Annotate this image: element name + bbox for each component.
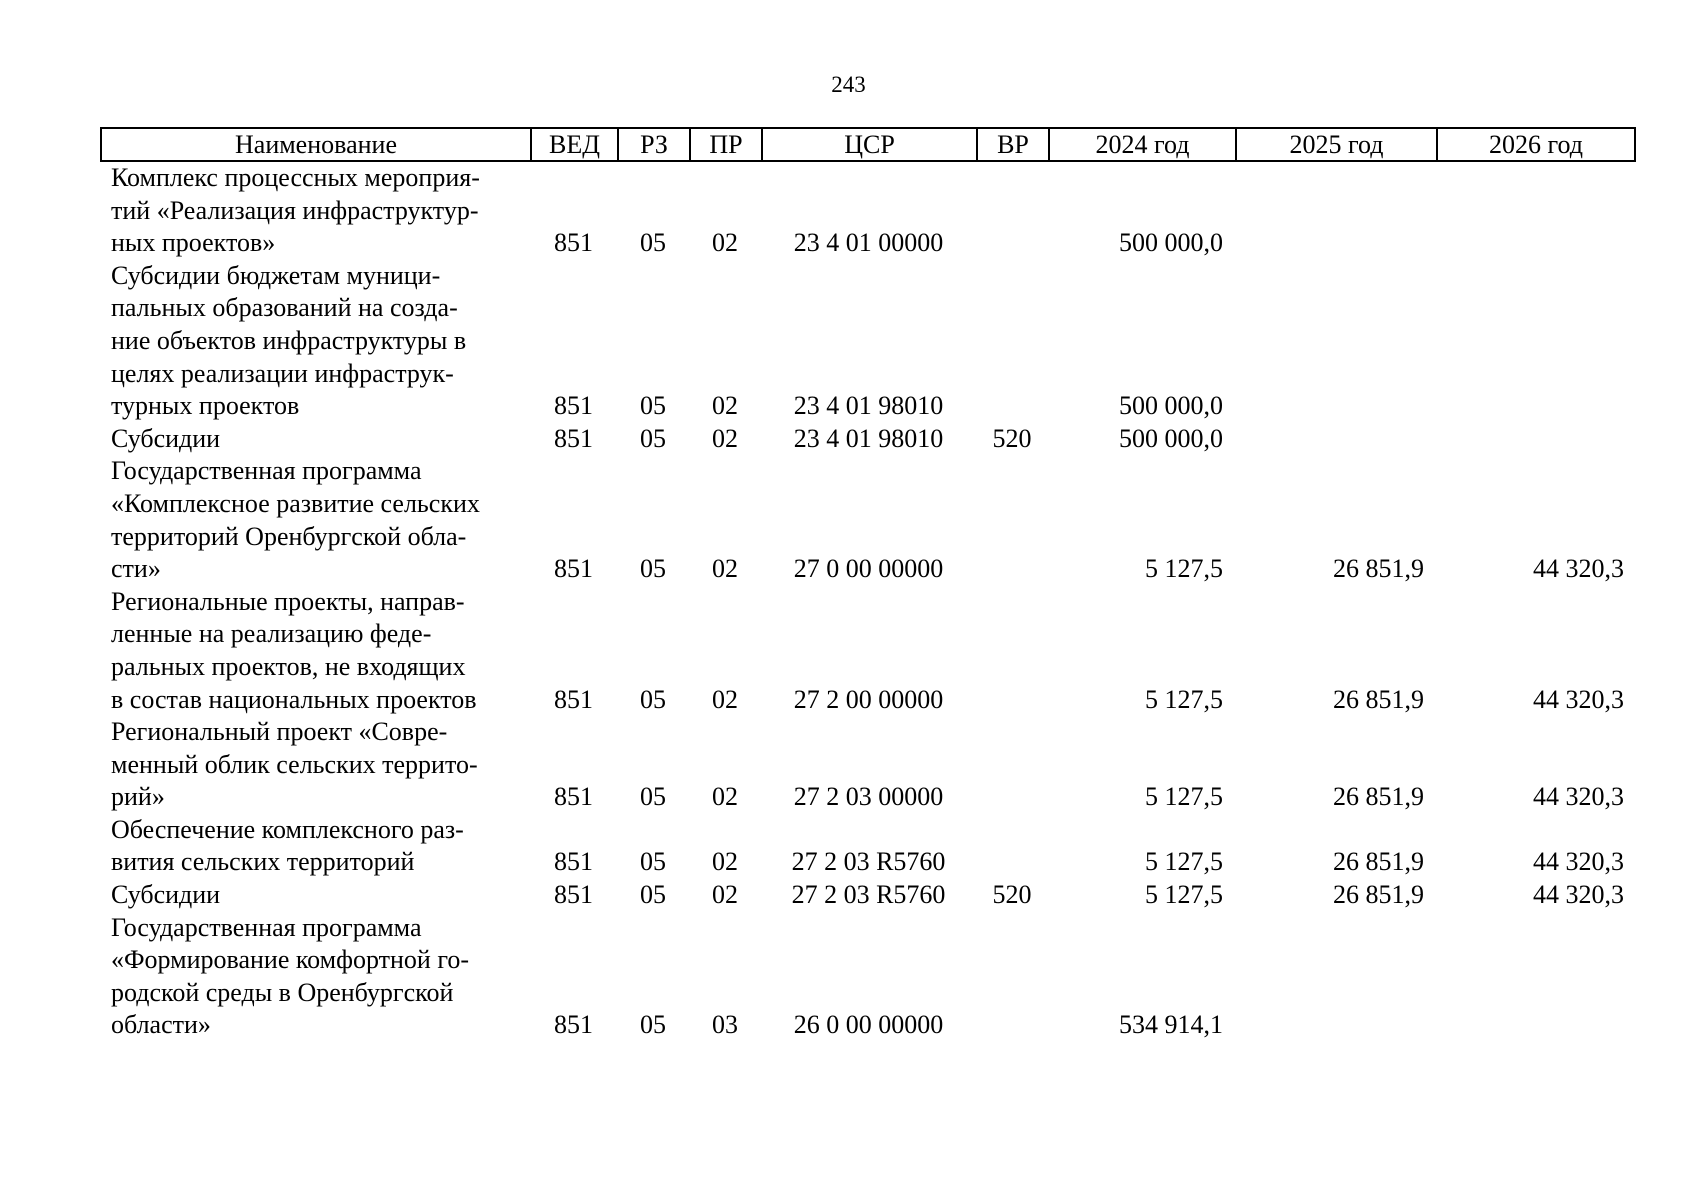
rz-cell: 05 [640,228,666,258]
name-line: области» [111,1010,211,1040]
csr-cell: 27 2 03 00000 [793,782,944,812]
name-line: тий «Реализация инфраструктур- [111,195,479,225]
name-cell [100,912,530,1042]
rz-cell: 05 [640,880,666,910]
name-line: Субсидии бюджетам муници- [111,260,441,290]
csr-cell: 23 4 01 00000 [793,228,944,258]
column-header-rz: РЗ [619,129,691,160]
name-line: турных проектов [111,391,300,421]
name-line: Региональный проект «Совре- [111,717,448,747]
column-header-csr: ЦСР [763,129,978,160]
name-line: Государственная программа [111,912,422,942]
rz-cell: 05 [640,423,666,453]
name-line: сти» [111,554,161,584]
pr-cell: 02 [712,554,738,584]
vr-cell: 520 [992,423,1032,453]
name-line: «Комплексное развитие сельских [111,488,480,518]
amount-2024-cell: 5 127,5 [1145,847,1223,877]
amount-2024-cell: 500 000,0 [1119,423,1223,453]
rz-cell: 05 [640,391,666,421]
amount-2025-cell: 26 851,9 [1333,880,1424,910]
ved-cell: 851 [554,847,593,877]
name-line: Обеспечение комплексного раз- [111,814,464,844]
ved-cell: 851 [554,684,593,714]
csr-cell: 27 2 03 R5760 [791,880,946,910]
name-line: Субсидии [111,423,221,453]
rz-cell: 05 [640,782,666,812]
column-header-2025: 2025 год [1237,129,1438,160]
page-number: 243 [831,72,866,97]
name-line: ных проектов» [111,228,276,258]
ved-cell: 851 [554,1010,593,1040]
name-cell [100,423,530,456]
ved-cell: 851 [554,228,593,258]
amount-2025-cell: 26 851,9 [1333,782,1424,812]
amount-2024-cell: 500 000,0 [1119,228,1223,258]
table-row [100,455,1636,585]
name-cell [100,455,530,585]
csr-cell: 23 4 01 98010 [793,423,944,453]
table-header [100,127,1636,162]
amount-2026-cell: 44 320,3 [1533,684,1624,714]
name-line: Субсидии [111,880,221,910]
csr-cell: 23 4 01 98010 [793,391,944,421]
name-line: вития сельских территорий [111,847,415,877]
column-header-pr: ПР [691,129,763,160]
amount-2025-cell: 26 851,9 [1333,554,1424,584]
name-cell [100,260,530,423]
name-line: Комплекс процессных мероприя- [111,163,480,192]
amount-2025-cell: 26 851,9 [1333,847,1424,877]
amount-2024-cell: 5 127,5 [1145,880,1223,910]
name-line: родской среды в Оренбургской [111,977,454,1007]
amount-2025-cell: 26 851,9 [1333,684,1424,714]
amount-2024-cell: 500 000,0 [1119,391,1223,421]
name-line: в состав национальных проектов [111,684,477,714]
rz-cell: 05 [640,847,666,877]
name-line: территорий Оренбургской обла- [111,521,467,551]
column-header-2024: 2024 год [1050,129,1237,160]
amount-2024-cell: 5 127,5 [1145,554,1223,584]
table-row [100,879,1636,912]
name-line: целях реализации инфраструк- [111,358,454,388]
pr-cell: 02 [712,880,738,910]
name-line: пальных образований на созда- [111,293,458,323]
table-row [100,260,1636,423]
column-header-vr: ВР [978,129,1050,160]
name-line: ленные на реализацию феде- [111,619,432,649]
name-line: Региональные проекты, направ- [111,586,465,616]
column-header-name: Наименование [102,129,532,160]
name-line: Государственная программа [111,456,422,486]
pr-cell: 02 [712,228,738,258]
name-line: рий» [111,782,165,812]
column-header-ved: ВЕД [532,129,619,160]
ved-cell: 851 [554,423,593,453]
pr-cell: 02 [712,391,738,421]
name-cell [100,586,530,716]
table-row [100,716,1636,814]
table-row [100,912,1636,1042]
amount-2024-cell: 534 914,1 [1119,1010,1223,1040]
csr-cell: 27 2 03 R5760 [791,847,946,877]
rz-cell: 05 [640,1010,666,1040]
csr-cell: 27 2 00 00000 [793,684,944,714]
table-row [100,814,1636,879]
pr-cell: 03 [712,1010,738,1040]
rz-cell: 05 [640,554,666,584]
csr-cell: 27 0 00 00000 [793,554,944,584]
name-cell [100,716,530,814]
rz-cell: 05 [640,684,666,714]
csr-cell: 26 0 00 00000 [793,1010,944,1040]
name-cell [100,814,530,879]
table-body [100,162,1636,1042]
name-line: «Формирование комфортной го- [111,945,469,975]
amount-2026-cell: 44 320,3 [1533,847,1624,877]
column-header-2026: 2026 год [1489,130,1583,159]
name-line: ральных проектов, не входящих [111,651,466,681]
table-row [100,586,1636,716]
ved-cell: 851 [554,391,593,421]
pr-cell: 02 [712,847,738,877]
pr-cell: 02 [712,782,738,812]
amount-2026-cell: 44 320,3 [1533,554,1624,584]
vr-cell: 520 [992,880,1032,910]
name-line: ние объектов инфраструктуры в [111,325,467,355]
table-row [100,423,1636,456]
pr-cell: 02 [712,684,738,714]
ved-cell: 851 [554,880,593,910]
name-cell [100,162,530,260]
ved-cell: 851 [554,782,593,812]
name-line: менный облик сельских террито- [111,749,478,779]
amount-2024-cell: 5 127,5 [1145,684,1223,714]
ved-cell: 851 [554,554,593,584]
amount-2026-cell: 44 320,3 [1533,880,1624,910]
pr-cell: 02 [712,423,738,453]
table-row [100,162,1636,260]
name-cell [100,879,530,912]
amount-2024-cell: 5 127,5 [1145,782,1223,812]
amount-2026-cell: 44 320,3 [1533,782,1624,812]
